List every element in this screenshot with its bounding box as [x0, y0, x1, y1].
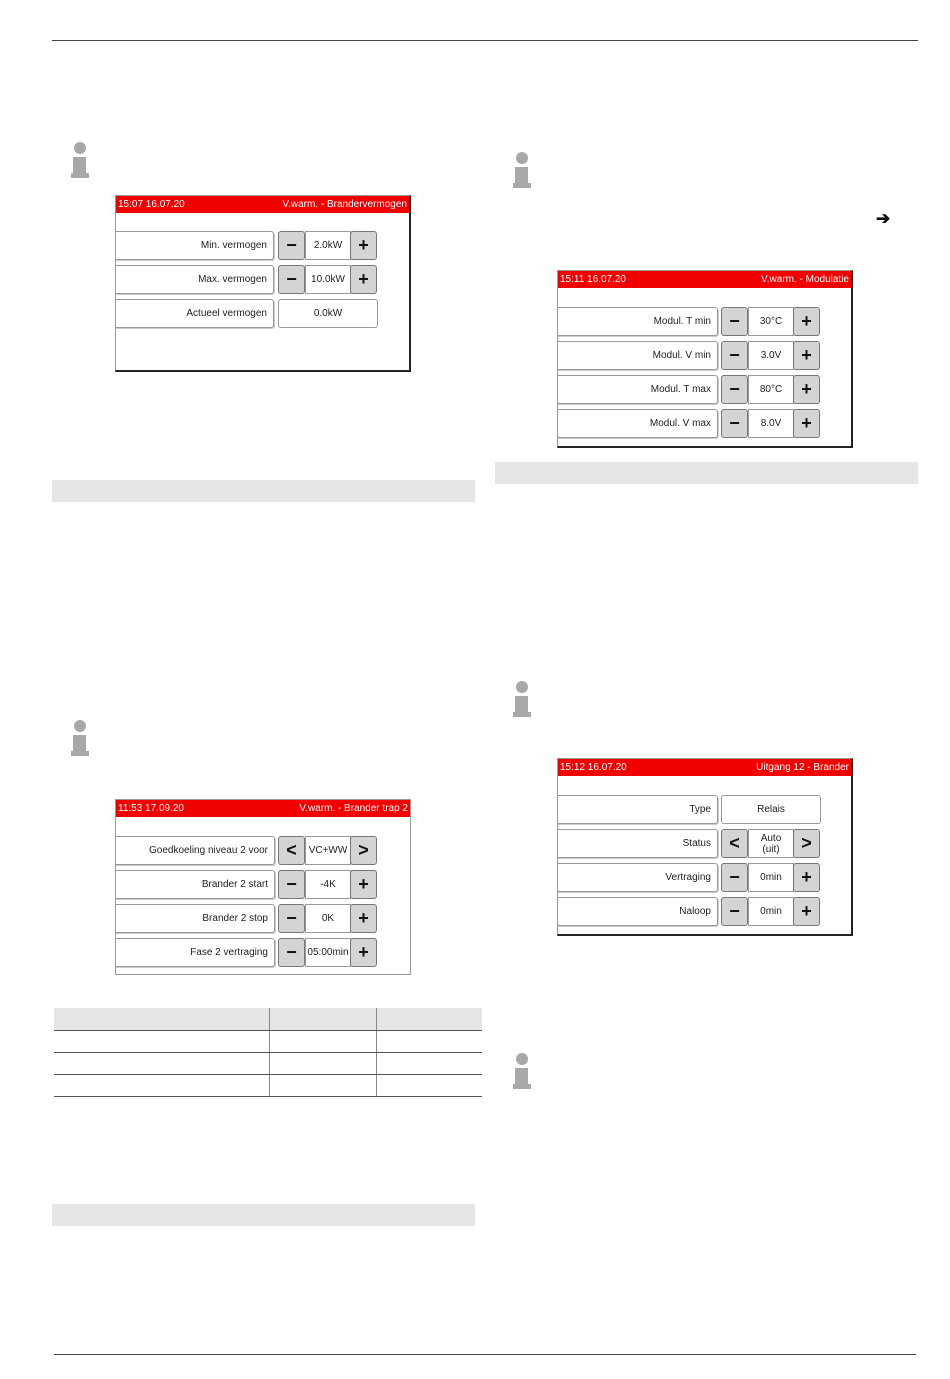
table-cell — [269, 1052, 376, 1074]
setting-label: Naloop — [557, 897, 718, 926]
setting-value: 80°C — [748, 375, 794, 404]
table-cell — [376, 1074, 482, 1096]
bottom-rule — [54, 1354, 916, 1355]
setting-value: Relais — [721, 795, 821, 824]
setting-label: Brander 2 start — [115, 870, 275, 899]
setting-label: Modul. V min — [557, 341, 718, 370]
increase-button[interactable]: + — [793, 409, 820, 438]
section-bar — [52, 1204, 475, 1226]
setting-value-line: (uit) — [762, 844, 780, 855]
screen-header — [116, 800, 410, 817]
info-icon — [513, 1053, 531, 1091]
arrow-right-icon: ➔ — [876, 209, 891, 228]
increase-button[interactable]: + — [350, 938, 377, 967]
screen-time: 15:12 16.07.20 — [560, 762, 627, 773]
setting-value: -4K — [305, 870, 351, 899]
table-header-cell — [54, 1008, 269, 1030]
setting-value: 0K — [305, 904, 351, 933]
setting-value: 8.0V — [748, 409, 794, 438]
setting-label: Modul. T max — [557, 375, 718, 404]
screen-modulatie — [557, 270, 853, 448]
setting-label: Vertraging — [557, 863, 718, 892]
info-icon — [513, 152, 531, 190]
setting-label: Max. vermogen — [115, 265, 274, 294]
screen-time: 11:53 17.09.20 — [118, 803, 184, 814]
increase-button[interactable]: + — [793, 375, 820, 404]
screen-brander-trap2 — [115, 799, 411, 975]
setting-value: 05:00min — [305, 938, 351, 967]
info-icon — [513, 681, 531, 719]
decrease-button[interactable]: − — [278, 938, 305, 967]
table-row — [54, 1052, 482, 1074]
screen-title: V.warm. - Brander trap 2 — [299, 803, 408, 814]
table-cell — [269, 1074, 376, 1096]
table-header-row — [54, 1008, 482, 1030]
setting-value: 0.0kW — [278, 299, 378, 328]
section-bar — [52, 480, 475, 502]
increase-button[interactable]: + — [793, 863, 820, 892]
increase-button[interactable]: + — [350, 231, 377, 260]
decrease-button[interactable]: − — [721, 863, 748, 892]
decrease-button[interactable]: − — [278, 904, 305, 933]
table-cell — [269, 1030, 376, 1052]
next-option-button[interactable]: > — [350, 836, 377, 865]
decrease-button[interactable]: − — [278, 265, 305, 294]
table-row — [54, 1030, 482, 1052]
setting-label: Modul. V max — [557, 409, 718, 438]
setting-value: 10.0kW — [305, 265, 351, 294]
top-rule — [52, 40, 918, 41]
decrease-button[interactable]: − — [721, 409, 748, 438]
setting-value: 3.0V — [748, 341, 794, 370]
previous-option-button[interactable]: < — [278, 836, 305, 865]
screen-header — [558, 271, 851, 288]
increase-button[interactable]: + — [793, 897, 820, 926]
table-header-cell — [376, 1008, 482, 1030]
table-cell — [376, 1030, 482, 1052]
table-cell — [376, 1052, 482, 1074]
screen-uitgang12 — [557, 758, 853, 936]
screen-title: Uitgang 12 - Brander — [756, 762, 849, 773]
setting-label: Type — [557, 795, 718, 824]
setting-value: 0min — [748, 897, 794, 926]
increase-button[interactable]: + — [350, 904, 377, 933]
info-icon — [71, 720, 89, 758]
table-row — [54, 1074, 482, 1096]
increase-button[interactable]: + — [350, 870, 377, 899]
screen-title: V.warm. - Brandervermogen — [282, 199, 407, 210]
screen-time: 15:07 16.07.20 — [118, 199, 185, 210]
increase-button[interactable]: + — [350, 265, 377, 294]
screen-title: V.warm. - Modulatie — [761, 274, 849, 285]
increase-button[interactable]: + — [793, 341, 820, 370]
table-cell — [54, 1052, 269, 1074]
setting-label: Brander 2 stop — [115, 904, 275, 933]
setting-value — [748, 829, 794, 858]
setting-label: Modul. T min — [557, 307, 718, 336]
decrease-button[interactable]: − — [721, 375, 748, 404]
setting-label: Min. vermogen — [115, 231, 274, 260]
increase-button[interactable]: + — [793, 307, 820, 336]
screen-brandervermogen — [115, 195, 411, 372]
setting-value: 30°C — [748, 307, 794, 336]
setting-label: Status — [557, 829, 718, 858]
screen-header — [558, 759, 851, 776]
decrease-button[interactable]: − — [278, 870, 305, 899]
decrease-button[interactable]: − — [721, 307, 748, 336]
table-cell — [54, 1074, 269, 1096]
table-cell — [54, 1030, 269, 1052]
setting-value: VC+WW — [305, 836, 351, 865]
screen-time: 15:11 16.07.20 — [560, 274, 626, 285]
decrease-button[interactable]: − — [278, 231, 305, 260]
setting-label: Actueel vermogen — [115, 299, 274, 328]
table-header-cell — [269, 1008, 376, 1030]
section-bar — [495, 462, 918, 484]
setting-value: 2.0kW — [305, 231, 351, 260]
decrease-button[interactable]: − — [721, 341, 748, 370]
decrease-button[interactable]: − — [721, 897, 748, 926]
parameter-table — [54, 1008, 482, 1097]
setting-label: Goedkoeling niveau 2 voor — [115, 836, 275, 865]
info-icon — [71, 142, 89, 180]
next-option-button[interactable]: > — [793, 829, 820, 858]
screen-header — [116, 196, 409, 213]
setting-value-line: Auto — [760, 833, 782, 844]
setting-label: Fase 2 vertraging — [115, 938, 275, 967]
setting-value: 0min — [748, 863, 794, 892]
previous-option-button[interactable]: < — [721, 829, 748, 858]
